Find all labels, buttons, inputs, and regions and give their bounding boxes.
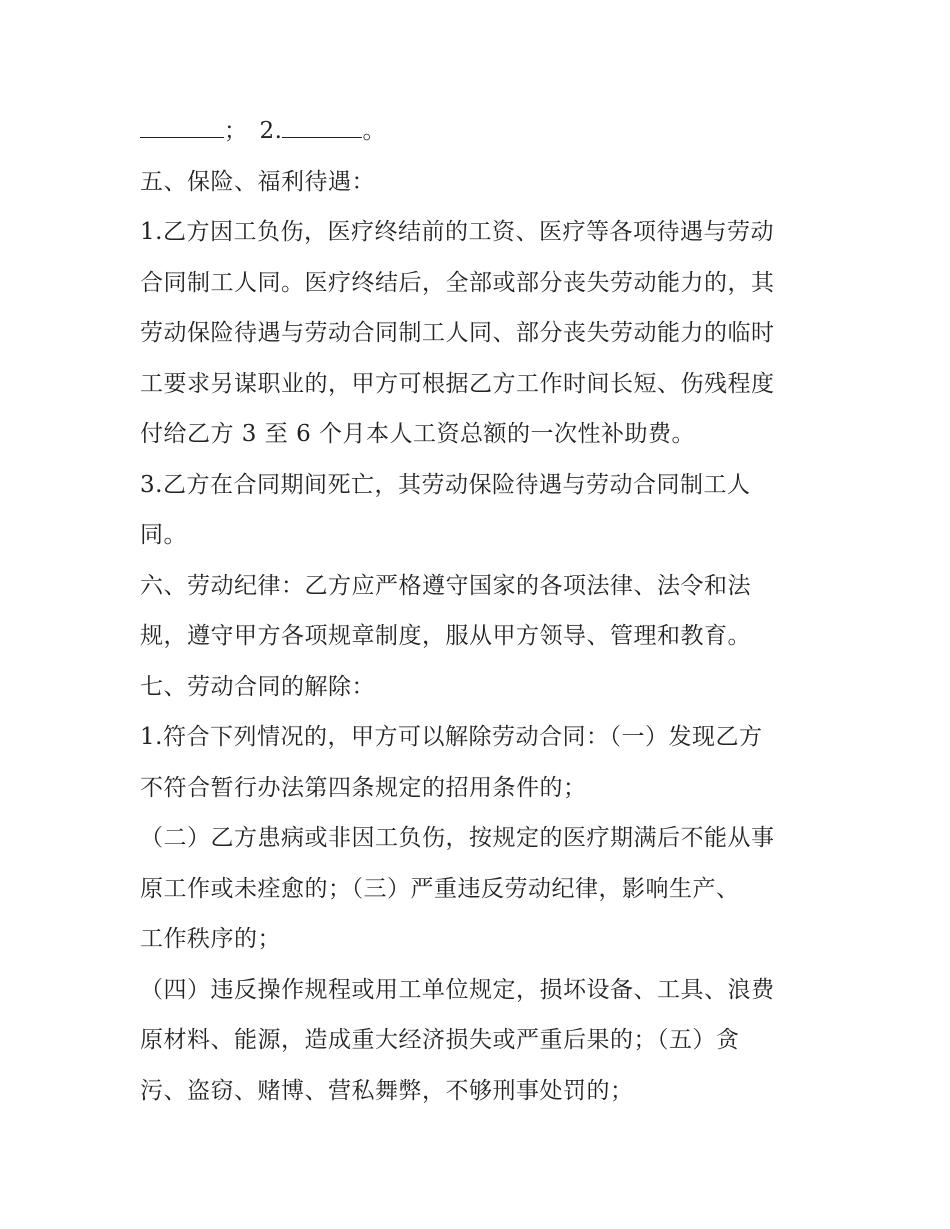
paragraph-line: 劳动保险待遇与劳动合同制工人同、部分丧失劳动能力的临时 (140, 320, 775, 346)
section-heading-discipline: 六、劳动纪律：乙方应严格遵守国家的各项法律、法令和法 (140, 572, 751, 599)
paragraph-line: 3.乙方在合同期间死亡，其劳动保险待遇与劳动合同制工人 (140, 471, 751, 498)
paragraph-line: 工要求另谋职业的，甲方可根据乙方工作时间长短、伤残程度 (140, 370, 775, 397)
paragraph-line: 原材料、能源，造成重大经济损失或严重后果的；（五）贪 (140, 1027, 740, 1053)
paragraph-line: 规，遵守甲方各项规章制度，服从甲方领导、管理和教育。 (140, 623, 751, 649)
paragraph-line: 付给乙方 3 至 6 个月本人工资总额的一次性补助费。 (140, 421, 696, 447)
blank-item-2-label: 2. (259, 118, 283, 144)
paragraph-line: 不符合暂行办法第四条规定的招用条件的； (140, 774, 587, 801)
blank-field-2 (282, 107, 362, 138)
blank-field-1 (140, 107, 224, 138)
paragraph-line: 同。 (140, 522, 187, 548)
paragraph-line: （二）乙方患病或非因工负伤，按规定的医疗期满后不能从事 (140, 825, 775, 851)
paragraph-line: 1.乙方因工负伤，医疗终结前的工资、医疗等各项待遇与劳动 (140, 219, 774, 245)
blank-separator: ； (224, 118, 248, 144)
paragraph-line: 1.符合下列情况的，甲方可以解除劳动合同：（一）发现乙方 (140, 724, 763, 750)
paragraph-line: 合同制工人同。医疗终结后，全部或部分丧失劳动能力的，其 (140, 269, 775, 296)
section-heading-termination: 七、劳动合同的解除： (140, 673, 375, 700)
paragraph-line: 污、盗窃、赌博、营私舞弊，不够刑事处罚的； (140, 1077, 634, 1104)
document-body (140, 106, 820, 1116)
paragraph-line: 原工作或未痊愈的；（三）严重违反劳动纪律，影响生产、 (140, 875, 740, 902)
section-heading-insurance: 五、保险、福利待遇： (140, 168, 375, 195)
paragraph-line: 工作秩序的； (140, 926, 281, 952)
blank-line-end: 。 (362, 118, 386, 144)
paragraph-line: （四）违反操作规程或用工单位规定，损坏设备、工具、浪费 (140, 976, 775, 1003)
blank-fill-line (140, 106, 820, 157)
